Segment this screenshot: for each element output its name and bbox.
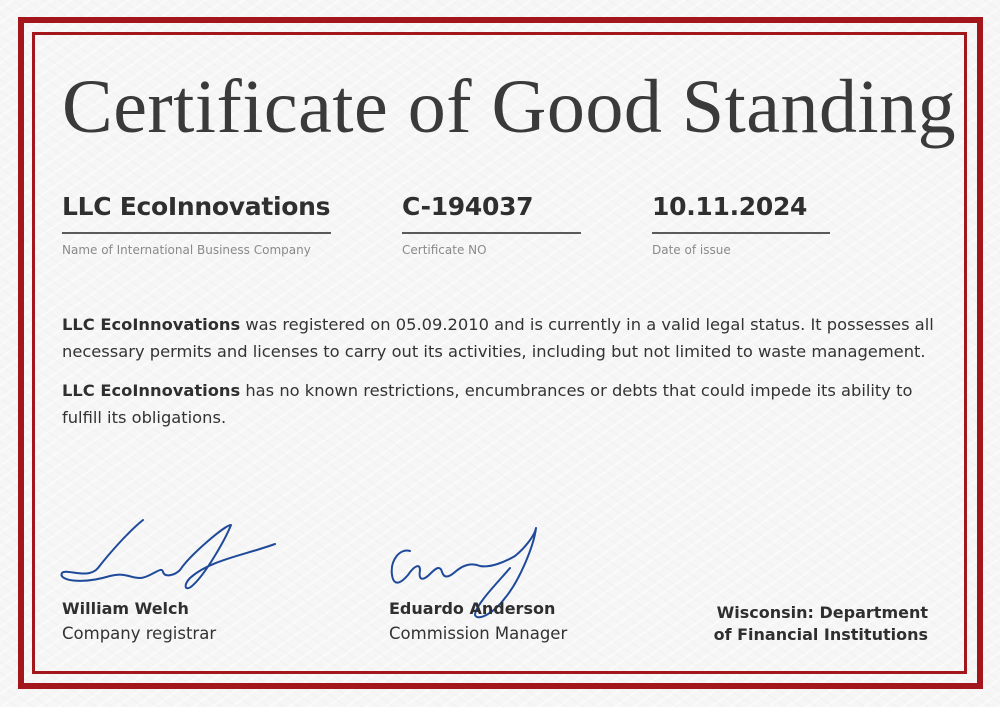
paragraph-text: has no known restrictions, encumbrances or debts that could impede its ability to fulfill its obligations. <box>62 381 913 427</box>
issuer-line-1: Wisconsin: Department <box>716 603 928 622</box>
date-of-issue-value: 10.11.2024 <box>652 192 808 221</box>
company-name-value: LLC EcoInnovations <box>62 192 331 221</box>
company-name-bold: LLC EcoInnovations <box>62 381 241 400</box>
date-of-issue-label: Date of issue <box>652 243 731 257</box>
certificate-number-value: C-194037 <box>402 192 534 221</box>
certificate-title: Certificate of Good Standing <box>62 65 957 149</box>
signatory-name: Eduardo Anderson <box>389 599 556 618</box>
issuer-line-2: of Financial Institutions <box>713 625 928 644</box>
company-name-bold: LLC EcoInnovations <box>62 315 241 334</box>
signatory-role: Company registrar <box>62 624 217 643</box>
company-name-label: Name of International Business Company <box>62 243 311 257</box>
signatory-role: Commission Manager <box>389 624 568 643</box>
paragraph-text: was registered on 05.09.2010 and is currently in a valid legal status. It possesses all necessary permits and licenses to carry out its activities, including but not limited to waste management. <box>62 315 934 361</box>
signatory-name: William Welch <box>62 599 189 618</box>
issuing-authority <box>668 602 928 646</box>
certificate-number-label: Certificate NO <box>402 243 487 257</box>
